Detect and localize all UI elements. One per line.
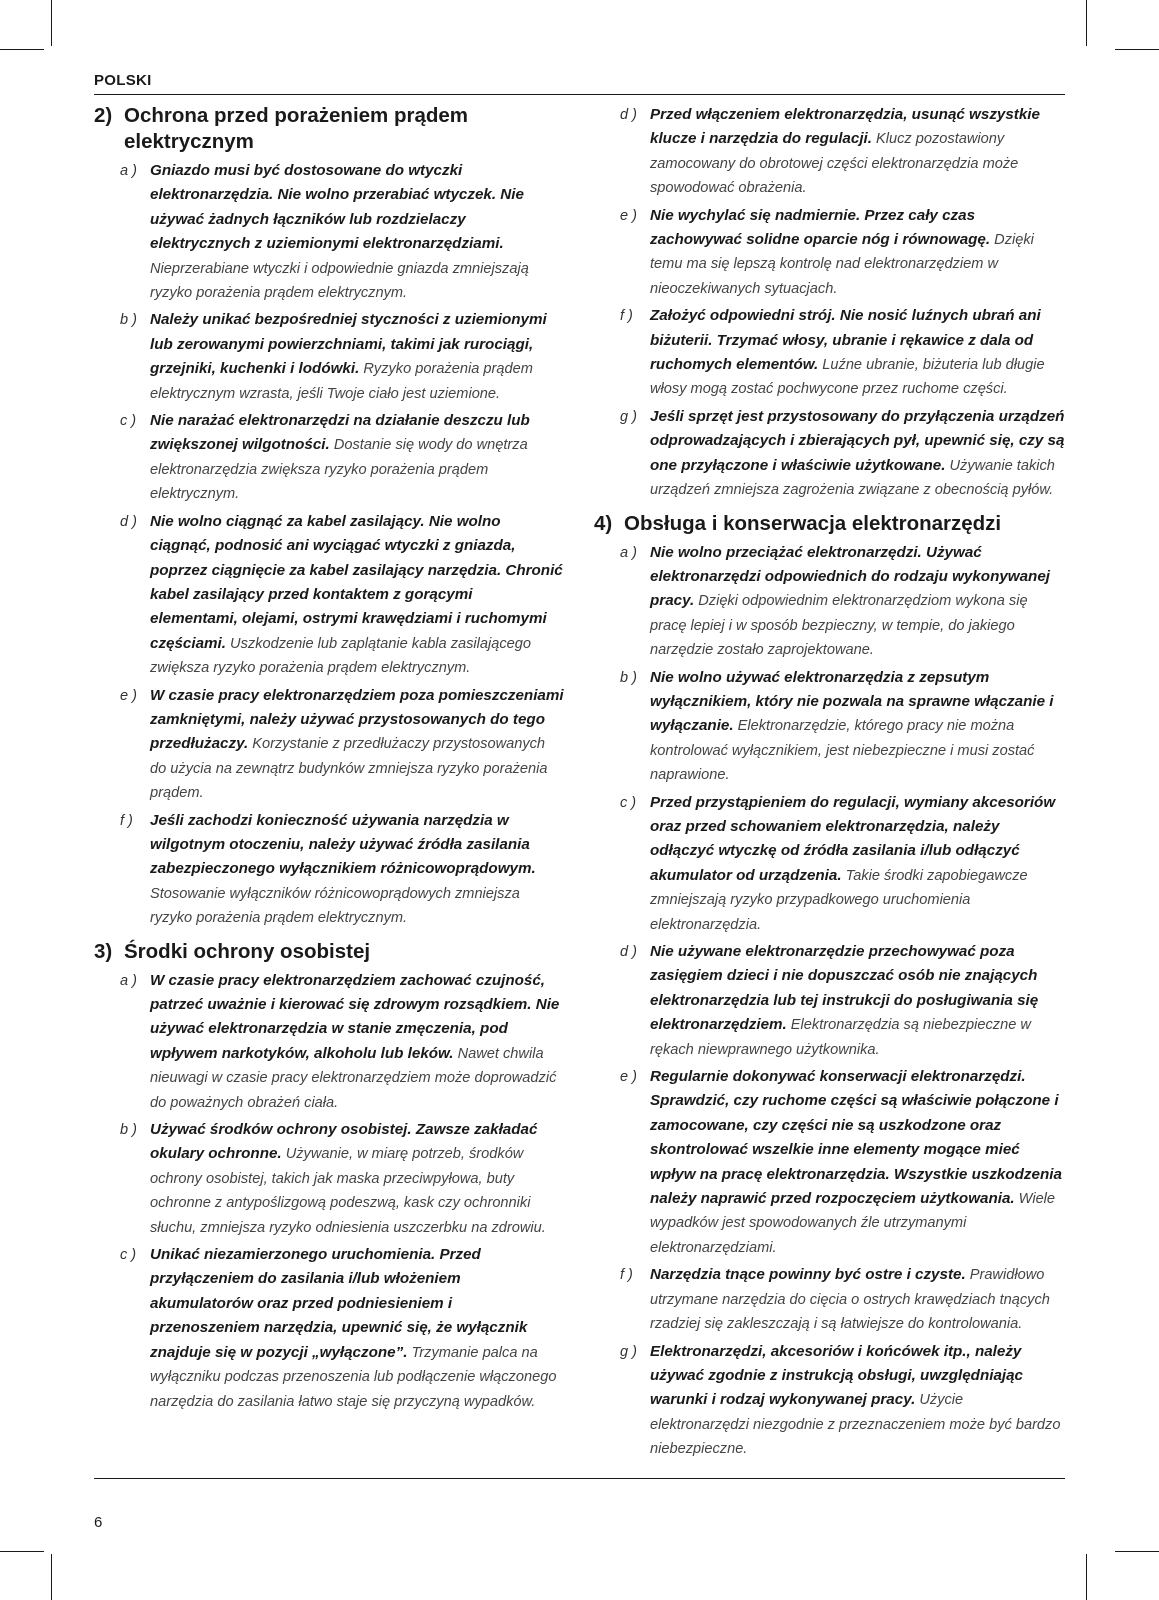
section-title <box>94 103 564 155</box>
item-letter: b ) <box>620 669 637 686</box>
right-column <box>594 103 1065 1465</box>
header-rule <box>94 94 1065 95</box>
item-body <box>150 969 564 1115</box>
item-body <box>150 1118 564 1240</box>
item-instruction: Nie używane elektronarzędzie przechowywać poza zasięgiem dzieci i nie dopuszczać osób nie znających elektronarzędzia lub tej instrukcji do posługiwania się elektronarzędziem. <box>650 943 1039 1034</box>
item-explanation: Używanie, w miarę potrzeb, środków ochrony osobistej, takich jak maska przeciwpyłowa, buty ochronne z antypoślizgową podeszwą, kask czy ochronniki słuchu, zmniejsza ryzyko odniesienia uszczerbku na zdrowiu. <box>150 1146 546 1236</box>
item-letter: b ) <box>120 312 137 329</box>
list-item <box>594 666 1065 788</box>
section-title-text: Ochrona przed porażeniem prądem elektrycznym <box>124 104 469 153</box>
item-instruction: Założyć odpowiedni strój. Nie nosić luźnych ubrań ani biżuterii. Trzymać włosy, ubranie i rękawice z dala od ruchomych elementów. <box>650 307 1041 374</box>
list-item <box>94 809 564 931</box>
item-body <box>150 1243 564 1414</box>
item-instruction: Nie wolno przeciążać elektronarzędzi. Używać elektronarzędzi odpowiednich do rodzaju wykonywanej pracy. <box>650 543 1050 610</box>
item-letter: a ) <box>120 163 137 179</box>
section-title-text: Środki ochrony osobistej <box>124 939 371 963</box>
item-explanation: Dzięki temu ma się lepszą kontrolę nad elektronarzędziem w nieoczekiwanych sytuacjach. <box>650 232 1034 297</box>
crop-mark-bottom-left-horizontal <box>0 1551 44 1552</box>
section-number: 2) <box>94 104 113 127</box>
item-instruction: Używać środków ochrony osobistej. Zawsze zakładać okulary ochronne. <box>150 1121 538 1163</box>
item-explanation: Ryzyko porażenia prądem elektrycznym wzrasta, jeśli Twoje ciało jest uziemione. <box>150 361 533 402</box>
footer-rule <box>94 1478 1065 1479</box>
crop-mark-bottom-right-vertical <box>1086 1554 1087 1600</box>
left-column <box>94 103 564 1417</box>
item-body <box>650 791 1065 937</box>
crop-mark-top-left-horizontal <box>0 49 44 50</box>
crop-mark-top-left-vertical <box>51 0 52 46</box>
item-instruction: Przed przystąpieniem do regulacji, wymiany akcesoriów oraz przed schowaniem elektronarzędzia, należy odłączyć wtyczkę od źródła zasilania i/lub odłączyć akumulator od urządzenia. <box>650 793 1056 884</box>
item-explanation: Korzystanie z przedłużaczy przystosowanych do użycia na zewnątrz budynków zmniejsza ryzyko porażenia prądem. <box>150 736 548 802</box>
item-explanation: Takie środki zapobiegawcze zmniejszają ryzyko przypadkowego uruchomienia elektronarzędzia. <box>650 867 1028 933</box>
list-item <box>94 1243 564 1414</box>
item-instruction: Jeśli sprzęt jest przystosowany do przyłączenia urządzeń odprowadzających i zbierających pył, upewnić się, czy są one przyłączone i właściwie użytkowane. <box>650 407 1065 474</box>
item-body <box>150 684 564 806</box>
section-title-text: Obsługa i konserwacja elektronarzędzi <box>624 511 1002 535</box>
item-explanation: Nawet chwila nieuwagi w czasie pracy elektronarzędziem może doprowadzić do poważnych obrażeń ciała. <box>150 1045 557 1111</box>
item-letter: a ) <box>620 544 637 561</box>
list-item <box>594 1340 1065 1462</box>
item-explanation: Prawidłowo utrzymane narzędzia do cięcia o ostrych krawędziach tnących rzadziej się zakleszczają i są łatwiejsze do kontrolowania. <box>650 1267 1050 1333</box>
item-instruction: Nie wolno ciągnąć za kabel zasilający. Nie wolno ciągnąć, podnosić ani wyciągać wtyczki z gniazda, poprzez ciągnięcie za kabel zasilający narzędzia. Chronić kabel zasilający przed kontaktem z gorącymi elementami, olejami, ostrymi krawędziami i ruchomymi częściami. <box>150 512 563 652</box>
item-body <box>650 1263 1065 1336</box>
list-item <box>594 940 1065 1062</box>
item-instruction: Elektronarzędzi, akcesoriów i końcówek itp., należy używać zgodnie z instrukcją obsługi, uwzględniając warunki i rodzaj wykonywanej pracy. <box>650 1342 1024 1409</box>
list-item <box>594 204 1065 302</box>
item-letter: e ) <box>620 1069 637 1086</box>
list-item <box>594 1065 1065 1260</box>
item-instruction: W czasie pracy elektronarzędziem zachować czujność, patrzeć uważnie i kierować się zdrowym rozsądkiem. Nie używać elektronarzędzia w stanie zmęczenia, pod wpływem narkotyków, alkoholu lub leków. <box>150 971 560 1062</box>
crop-mark-top-right-horizontal <box>1115 49 1159 50</box>
item-explanation: Wiele wypadków jest spowodowanych źle utrzymanymi elektronarzędziami. <box>650 1191 1056 1256</box>
item-letter: c ) <box>120 413 137 430</box>
item-letter: d ) <box>620 944 637 960</box>
section-number: 4) <box>594 511 613 535</box>
item-letter: c ) <box>120 1247 137 1264</box>
item-body <box>650 304 1065 402</box>
item-body <box>650 1340 1065 1462</box>
item-instruction: Regularnie dokonywać konserwacji elektronarzędzi. Sprawdzić, czy ruchome części są właściwie połączone i zamocowane, czy części nie są uszkodzone oraz skontrolować wszelkie inne elementy mogące mieć wpływ na pracę elektronarzędzia. Wszystkie uszkodzenia należy naprawić przed rozpoczęciem użytkowania. <box>650 1068 1062 1208</box>
item-explanation: Trzymanie palca na wyłączniku podczas przenoszenia lub podłączenie włączonego narzędzia do zasilania łatwo staje się przyczyną wypadków. <box>150 1344 557 1410</box>
list-item <box>94 159 564 305</box>
language-header: POLSKI <box>94 72 152 89</box>
item-letter: b ) <box>120 1122 137 1139</box>
item-body <box>150 159 564 305</box>
item-body <box>650 405 1065 503</box>
item-letter: f ) <box>620 308 633 325</box>
section-title <box>94 939 564 965</box>
list-item <box>94 409 564 507</box>
item-body <box>650 666 1065 788</box>
item-letter: f ) <box>120 812 133 829</box>
item-explanation: Klucz pozostawiony zamocowany do obrotowej części elektronarzędzia może spowodować obrażenia. <box>650 131 1019 197</box>
item-body <box>150 409 564 507</box>
item-body <box>150 510 564 681</box>
page-number: 6 <box>94 1514 103 1531</box>
list-item <box>594 541 1065 663</box>
item-letter: a ) <box>120 972 137 989</box>
item-instruction: Unikać niezamierzonego uruchomienia. Przed przyłączeniem do zasilania i/lub włożeniem akumulatorów oraz przed podniesieniem i przenoszeniem narzędzia, upewnić się, że wyłącznik znajduje się w pozycji „wyłączone”. <box>150 1246 528 1361</box>
item-explanation: Uszkodzenie lub zaplątanie kabla zasilającego zwiększa ryzyko porażenia prądem elektrycznym. <box>150 635 532 677</box>
item-explanation: Stosowanie wyłączników różnicowoprądowych zmniejsza ryzyko porażenia prądem elektrycznym. <box>150 885 520 927</box>
item-instruction: Przed włączeniem elektronarzędzia, usunąć wszystkie klucze i narzędzia do regulacji. <box>650 106 1040 148</box>
item-letter: d ) <box>620 107 637 123</box>
item-explanation: Dostanie się wody do wnętrza elektronarzędzia zwiększa ryzyko porażenia prądem elektrycznym. <box>150 437 528 503</box>
list-item <box>94 1118 564 1240</box>
item-instruction: Gniazdo musi być dostosowane do wtyczki elektronarzędzia. Nie wolno przerabiać wtyczek. Nie używać żadnych łączników lub rozdzielaczy elektrycznych z uziemionymi elektronarzędziami. <box>150 162 524 253</box>
item-instruction: W czasie pracy elektronarzędziem poza pomieszczeniami zamkniętymi, należy używać przystosowanych do tego przedłużaczy. <box>150 686 564 753</box>
list-item <box>594 1263 1065 1336</box>
item-explanation: Luźne ubranie, biżuteria lub długie włosy mogą zostać pochwycone przez ruchome części. <box>650 357 1045 398</box>
item-explanation: Nieprzerabiane wtyczki i odpowiednie gniazda zmniejszają ryzyko porażenia prądem elektrycznym. <box>150 260 529 302</box>
item-body <box>650 1065 1065 1260</box>
list-item <box>94 969 564 1115</box>
item-explanation: Używanie takich urządzeń zmniejsza zagrożenia związane z obecnością pyłów. <box>650 457 1055 499</box>
item-explanation: Dzięki odpowiednim elektronarzędziom wykona się pracę lepiej i w sposób bezpieczny, w tempie, do jakiego narzędzie zostało zaprojektowane. <box>650 593 1028 659</box>
list-item <box>594 304 1065 402</box>
item-explanation: Elektronarzędzia są niebezpieczne w rękach niewprawnego użytkownika. <box>650 1017 1031 1058</box>
item-letter: d ) <box>120 513 137 530</box>
crop-mark-top-right-vertical <box>1086 0 1087 46</box>
item-instruction: Jeśli zachodzi konieczność używania narzędzia w wilgotnym otoczeniu, należy używać źródła zasilania zabezpieczonego wyłącznikiem różnicowoprądowym. <box>150 811 536 878</box>
item-instruction: Nie narażać elektronarzędzi na działanie deszczu lub zwiększonej wilgotności. <box>150 412 530 454</box>
list-item <box>594 791 1065 937</box>
section-title <box>594 511 1065 537</box>
section-number: 3) <box>94 939 113 963</box>
item-instruction: Należy unikać bezpośredniej styczności z uziemionymi lub zerowanymi powierzchniami, takimi jak rurociągi, grzejniki, kuchenki i lodówki. <box>150 311 547 378</box>
item-body <box>650 541 1065 663</box>
crop-mark-bottom-left-vertical <box>51 1554 52 1600</box>
item-body <box>650 103 1065 201</box>
item-letter: e ) <box>620 207 637 224</box>
crop-mark-bottom-right-horizontal <box>1115 1551 1159 1552</box>
item-instruction: Nie wolno używać elektronarzędzia z zepsutym wyłącznikiem, który nie pozwala na sprawne włączanie i wyłączanie. <box>650 668 1054 735</box>
item-body <box>650 940 1065 1062</box>
item-letter: c ) <box>620 794 637 811</box>
list-item <box>94 684 564 806</box>
item-letter: g ) <box>620 1343 637 1360</box>
item-instruction: Nie wychylać się nadmiernie. Przez cały czas zachowywać solidne oparcie nóg i równowagę. <box>650 206 991 249</box>
item-letter: e ) <box>120 687 137 704</box>
item-letter: f ) <box>620 1267 633 1284</box>
list-item <box>94 510 564 681</box>
list-item <box>594 405 1065 503</box>
item-body <box>650 204 1065 302</box>
item-body <box>150 809 564 931</box>
item-instruction: Narzędzia tnące powinny być ostre i czyste. <box>650 1266 966 1284</box>
item-body <box>150 308 564 406</box>
item-explanation: Użycie elektronarzędzi niezgodnie z przeznaczeniem może być bardzo niebezpieczne. <box>650 1392 1061 1458</box>
list-item <box>94 308 564 406</box>
item-letter: g ) <box>620 408 637 425</box>
list-item <box>594 103 1065 201</box>
item-explanation: Elektronarzędzie, którego pracy nie można kontrolować wyłącznikiem, jest niebezpieczne i musi zostać naprawione. <box>650 718 1035 784</box>
